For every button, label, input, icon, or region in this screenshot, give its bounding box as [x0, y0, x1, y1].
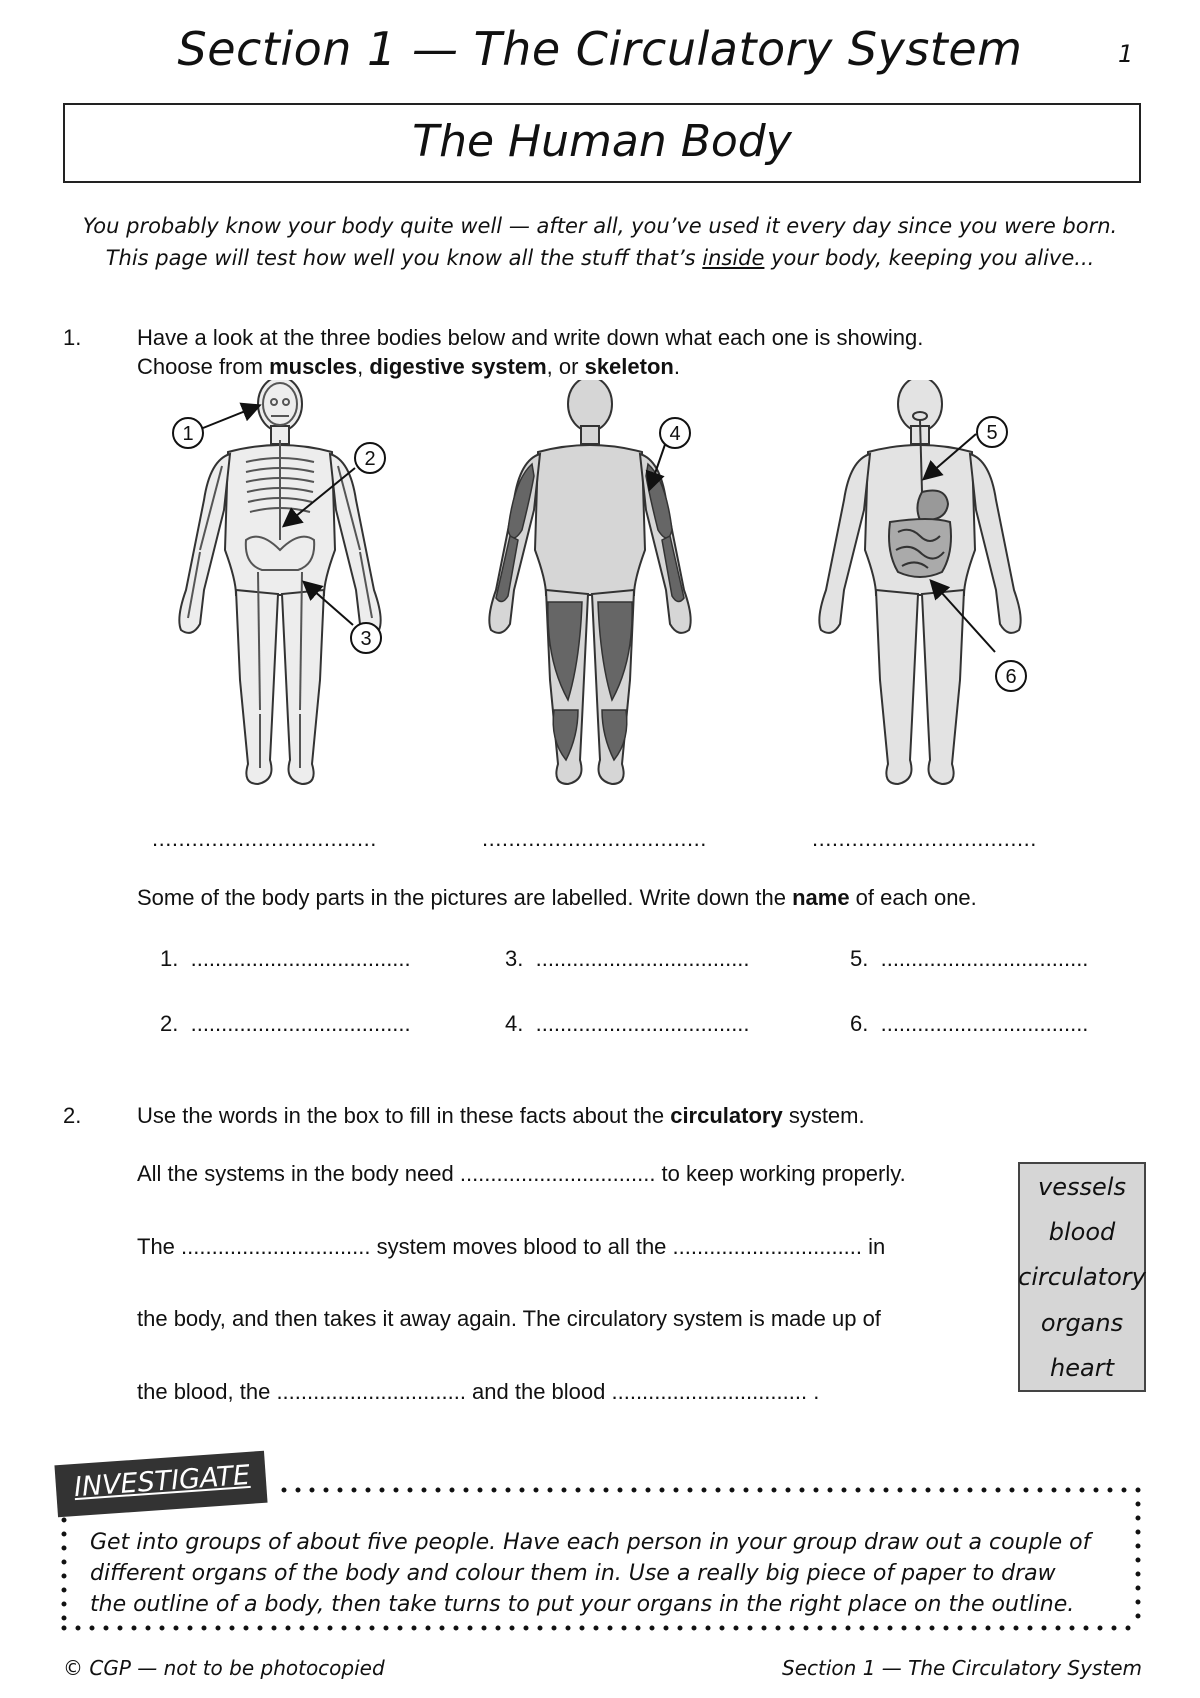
question-1-number: 1. [63, 325, 82, 350]
intro-underlined-word: inside [702, 246, 765, 270]
figure-label-6: 6 [1005, 666, 1017, 688]
answer-item-2[interactable]: 2. .................................... [160, 1011, 411, 1036]
word-blood: blood [1048, 1218, 1116, 1246]
question-2-number: 2. [63, 1103, 82, 1128]
question-2-line-3: the body, and then takes it away again. The circulatory system is made up of [137, 1306, 881, 1331]
body-figures [0, 380, 1200, 810]
page-title: The Human Body [412, 116, 792, 167]
word-vessels: vessels [1038, 1173, 1126, 1201]
figure-label-4: 4 [669, 423, 681, 445]
question-1-part-2: Some of the body parts in the pictures are labelled. Write down the name of each one. [137, 885, 977, 910]
investigate-label: INVESTIGATE [72, 1459, 251, 1504]
word-circulatory: circulatory [1018, 1263, 1146, 1291]
figure-answer-blank-2[interactable]: .................................. [482, 826, 707, 851]
section-title: Section 1 — The Circulatory System [177, 22, 1023, 76]
answer-item-1[interactable]: 1. .................................... [160, 946, 411, 971]
word-heart: heart [1050, 1354, 1114, 1382]
intro-line-1: You probably know your body quite well — after all, you’ve used it every day since you were born. [82, 214, 1118, 238]
figure-label-5: 5 [986, 422, 998, 444]
investigate-line-1: Get into groups of about five people. Have each person in your group draw out a couple of [90, 1530, 1091, 1555]
figure-answer-blank-1[interactable]: .................................. [152, 826, 377, 851]
investigate-line-3: the outline of a body, then take turns to put your organs in the right place on the outline. [90, 1592, 1075, 1617]
question-1-line-1: Have a look at the three bodies below and write down what each one is showing. [137, 325, 924, 350]
page-number: 1 [1118, 40, 1134, 68]
question-2-intro: Use the words in the box to fill in these facts about the circulatory system. [137, 1103, 865, 1128]
figure-answer-blank-3[interactable]: .................................. [812, 826, 1037, 851]
muscles-figure [489, 380, 690, 784]
figure-label-2: 2 [364, 448, 376, 470]
footer-section: Section 1 — The Circulatory System [782, 1656, 1142, 1680]
question-2-line-2[interactable]: The ............................... system moves blood to all the ............................... in [137, 1234, 886, 1259]
skeleton-figure [179, 380, 380, 784]
intro-line-2: This page will test how well you know all the stuff that’s inside your body, keeping you alive... [105, 246, 1095, 270]
answer-item-6[interactable]: 6. .................................. [850, 1011, 1089, 1036]
answer-item-3[interactable]: 3. ................................... [505, 946, 750, 971]
footer-copyright: © CGP — not to be photocopied [63, 1656, 385, 1680]
figure-label-1: 1 [182, 423, 194, 445]
answer-item-5[interactable]: 5. .................................. [850, 946, 1089, 971]
question-1-line-2: Choose from muscles, digestive system, or skeleton. [137, 354, 680, 379]
question-2-line-1[interactable]: All the systems in the body need ................................ to keep working properly. [137, 1161, 906, 1186]
word-organs: organs [1040, 1309, 1124, 1337]
question-2-line-4[interactable]: the blood, the ............................... and the blood ................................ . [137, 1379, 820, 1404]
investigate-line-2: different organs of the body and colour them in. Use a really big piece of paper to draw [90, 1561, 1056, 1586]
answer-item-4[interactable]: 4. ................................... [505, 1011, 750, 1036]
figure-label-3: 3 [360, 628, 372, 650]
